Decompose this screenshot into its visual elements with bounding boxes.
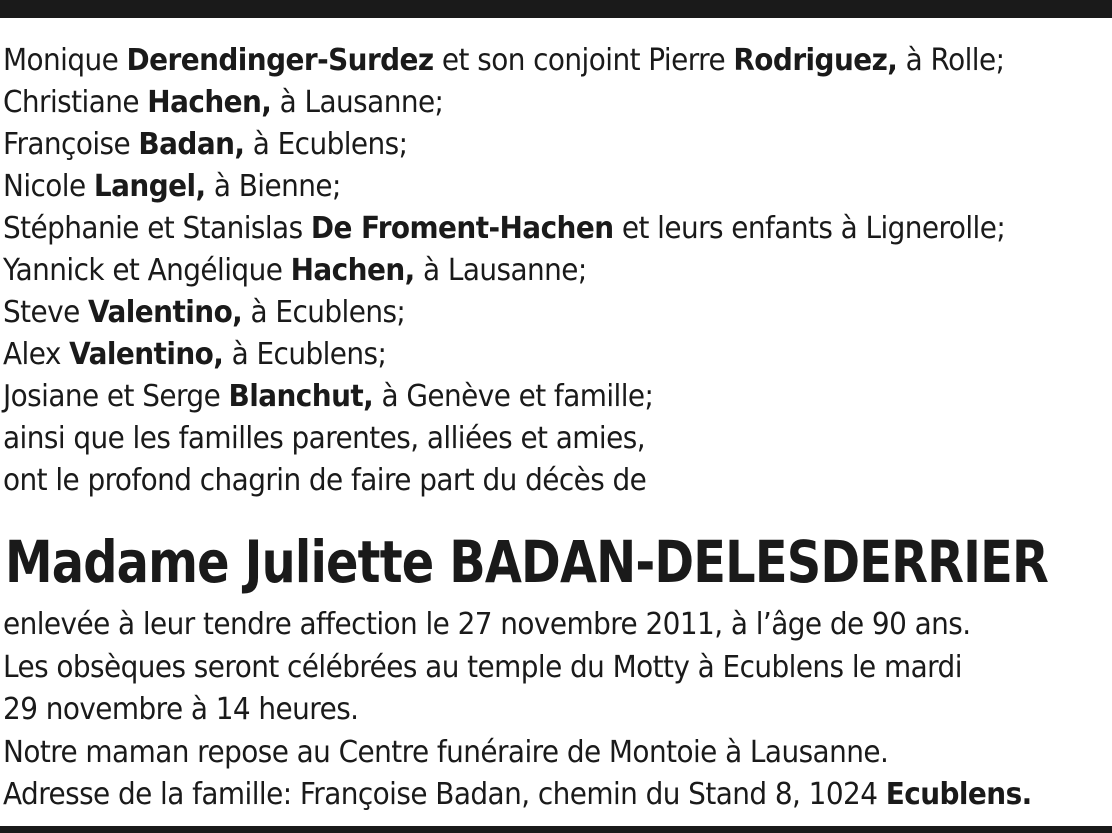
bold-name: Valentino, <box>88 295 243 330</box>
text: ont le profond chagrin de faire part du décès de <box>3 463 647 498</box>
detail-line <box>3 604 1032 647</box>
text: ainsi que les familles parentes, alliées et amies, <box>3 421 646 456</box>
text: Notre maman repose au Centre funéraire de Montoie à Lausanne. <box>3 734 889 770</box>
text: à Bienne; <box>205 169 341 204</box>
text: et leurs enfants à Lignerolle; <box>613 211 1006 246</box>
family-line <box>3 124 1032 166</box>
family-list <box>3 40 1109 502</box>
text: Monique <box>3 43 127 78</box>
bold-name: Blanchut, <box>228 379 374 414</box>
text: à Genève et famille; <box>373 379 654 414</box>
bold-name: De Froment-Hachen <box>310 211 614 246</box>
deceased-name: Madame Juliette BADAN-DELESDERRIER <box>5 528 1048 596</box>
detail-line <box>3 774 1032 817</box>
bold-name: Rodriguez, <box>733 43 898 78</box>
text: à Lausanne; <box>271 85 444 120</box>
text: Yannick et Angélique <box>3 253 291 288</box>
family-line <box>3 40 1032 82</box>
bold-name: Derendinger-Surdez <box>126 43 434 78</box>
text: Alex <box>3 337 70 372</box>
text: à Rolle; <box>897 43 1005 78</box>
text: Les obsèques seront célébrées au temple du Motty à Ecublens le mardi <box>3 649 962 685</box>
bold-name: Hachen, <box>290 253 415 288</box>
text: Adresse de la famille: Françoise Badan, chemin du Stand 8, 1024 <box>3 777 886 812</box>
bold-name: Valentino, <box>69 337 224 372</box>
family-line <box>3 418 1032 460</box>
bold-name: Langel, <box>93 169 206 204</box>
family-line <box>3 208 1032 250</box>
text: Françoise <box>3 127 139 162</box>
bold-name: Ecublens. <box>885 777 1032 812</box>
family-line <box>3 82 1032 124</box>
detail-line <box>3 689 1032 732</box>
top-rule <box>0 0 1112 18</box>
text: 29 novembre à 14 heures. <box>3 692 359 727</box>
family-line <box>3 250 1032 292</box>
family-line <box>3 334 1032 376</box>
details-block <box>3 604 1109 817</box>
family-line <box>3 166 1032 208</box>
text: Christiane <box>3 85 148 120</box>
family-line <box>3 376 1032 418</box>
bottom-rule <box>0 826 1112 833</box>
family-line <box>3 460 1032 502</box>
bold-name: Hachen, <box>147 85 272 120</box>
text: Nicole <box>3 169 94 204</box>
bold-name: Badan, <box>138 127 245 162</box>
text: enlevée à leur tendre affection le 27 novembre 2011, à l’âge de 90 ans. <box>3 607 971 642</box>
text: à Ecublens; <box>223 337 387 372</box>
detail-line <box>3 647 1032 690</box>
text: Josiane et Serge <box>3 379 229 414</box>
text: à Ecublens; <box>242 295 406 330</box>
text: à Lausanne; <box>414 253 587 288</box>
text: Steve <box>3 295 89 330</box>
detail-line <box>3 732 1032 775</box>
text: et son conjoint Pierre <box>433 43 734 78</box>
text: à Ecublens; <box>244 127 408 162</box>
text: Stéphanie et Stanislas <box>3 211 311 246</box>
family-line <box>3 292 1032 334</box>
